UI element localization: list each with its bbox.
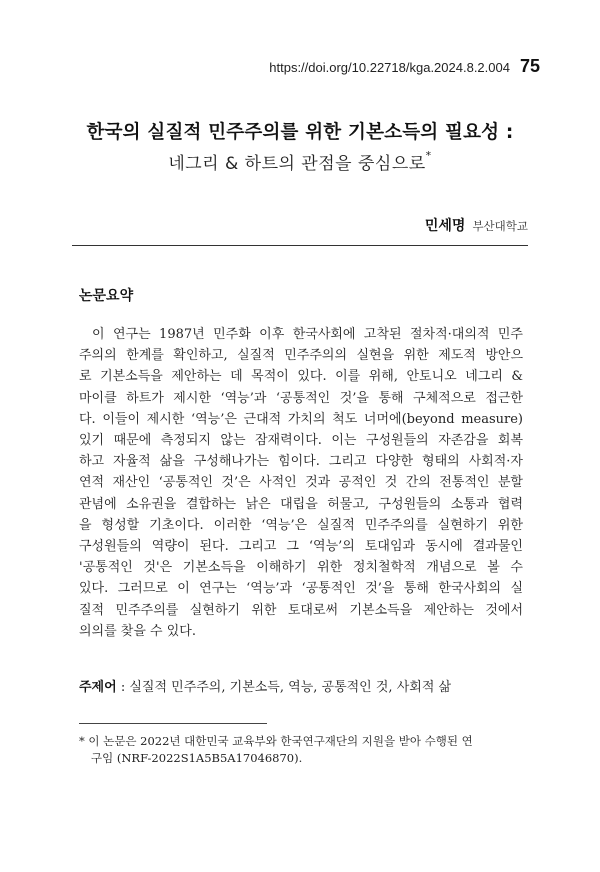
abstract-line: 질적 민주주의를 실현하기 위한 토대로써 기본소득을 제안하는 것에서	[79, 602, 523, 618]
abstract-line: 관념에 소유권을 결합하는 낡은 대립을 허물고, 구성원들의 소통과 협력	[79, 496, 523, 512]
footnote	[79, 733, 525, 767]
abstract-heading: 논문요약	[79, 288, 134, 304]
page-header	[269, 56, 540, 77]
footnote-line: * 이 논문은 2022년 대한민국 교육부와 한국연구재단의 지원을 받아 수행된 연	[79, 734, 473, 748]
doi-link[interactable]: https://doi.org/10.22718/kga.2024.8.2.004	[269, 60, 510, 75]
author-affiliation: 부산대학교	[472, 219, 528, 233]
abstract-line: 다. 이들이 제시한 ‘역능’은 근대적 가치의 척도 너머에(beyond measure)	[79, 411, 523, 427]
footnote-divider	[79, 723, 267, 724]
author-block	[425, 215, 528, 235]
abstract-line: 구성원들의 역량이 된다. 그리고 그 ‘역능’의 토대임과 동시에 결과물인	[79, 539, 523, 555]
title-divider	[72, 245, 528, 246]
abstract-body	[79, 324, 523, 642]
abstract-line: 마이클 하트가 제시한 ‘역능’과 ‘공통적인 것’을 통해 구체적으로 접근한	[79, 390, 523, 406]
abstract-line: 의의를 찾을 수 있다.	[79, 623, 196, 639]
abstract-line: '공통적인 것'은 기본소득을 이해하기 위한 정치철학적 개념으로 볼 수	[79, 560, 523, 576]
paper-title: 한국의 실질적 민주주의를 위한 기본소득의 필요성 :	[86, 122, 514, 143]
subtitle-footnote-mark: *	[425, 149, 432, 162]
abstract-line: 주의의 한계를 확인하고, 실질적 민주주의의 실현을 위한 제도적 방안으	[79, 348, 523, 364]
page-number: 75	[519, 56, 540, 76]
abstract-line: 로 기본소득을 제안하는 데 목적이 있다. 이를 위해, 안토니오 네그리 &	[79, 369, 523, 385]
abstract-line: 있다. 그러므로 이 연구는 ‘역능’과 ‘공통적인 것’을 통해 한국사회의 실	[79, 581, 523, 597]
keywords	[79, 676, 523, 695]
footnote-line: 구임 (NRF-2022S1A5B5A17046870).	[91, 751, 303, 765]
paper-subtitle	[0, 149, 600, 174]
author-name: 민세명	[424, 218, 466, 234]
keywords-label: 주제어	[79, 680, 117, 695]
keywords-text: : 실질적 민주주의, 기본소득, 역능, 공통적인 것, 사회적 삶	[116, 680, 452, 695]
abstract-line: 이 연구는 1987년 민주화 이후 한국사회에 고착된 절차적·대의적 민주	[92, 327, 523, 342]
abstract-line: 있기 때문에 측정되지 않는 잠재력이다. 이는 구성원들의 자존감을 회복	[79, 433, 523, 449]
abstract-line: 연적 재산인 ‘공통적인 것’은 사적인 것과 공적인 것 간의 전통적인 분할	[79, 475, 523, 491]
abstract-line: 을 형성할 기초이다. 이러한 ‘역능’은 실질적 민주주의를 실현하기 위한	[79, 517, 523, 533]
subtitle-text: 네그리 & 하트의 관점을 중심으로	[168, 154, 426, 174]
abstract-line: 하고 자율적 삶을 구성해나가는 힘이다. 그리고 다양한 형태의 사회적·자	[79, 454, 523, 470]
